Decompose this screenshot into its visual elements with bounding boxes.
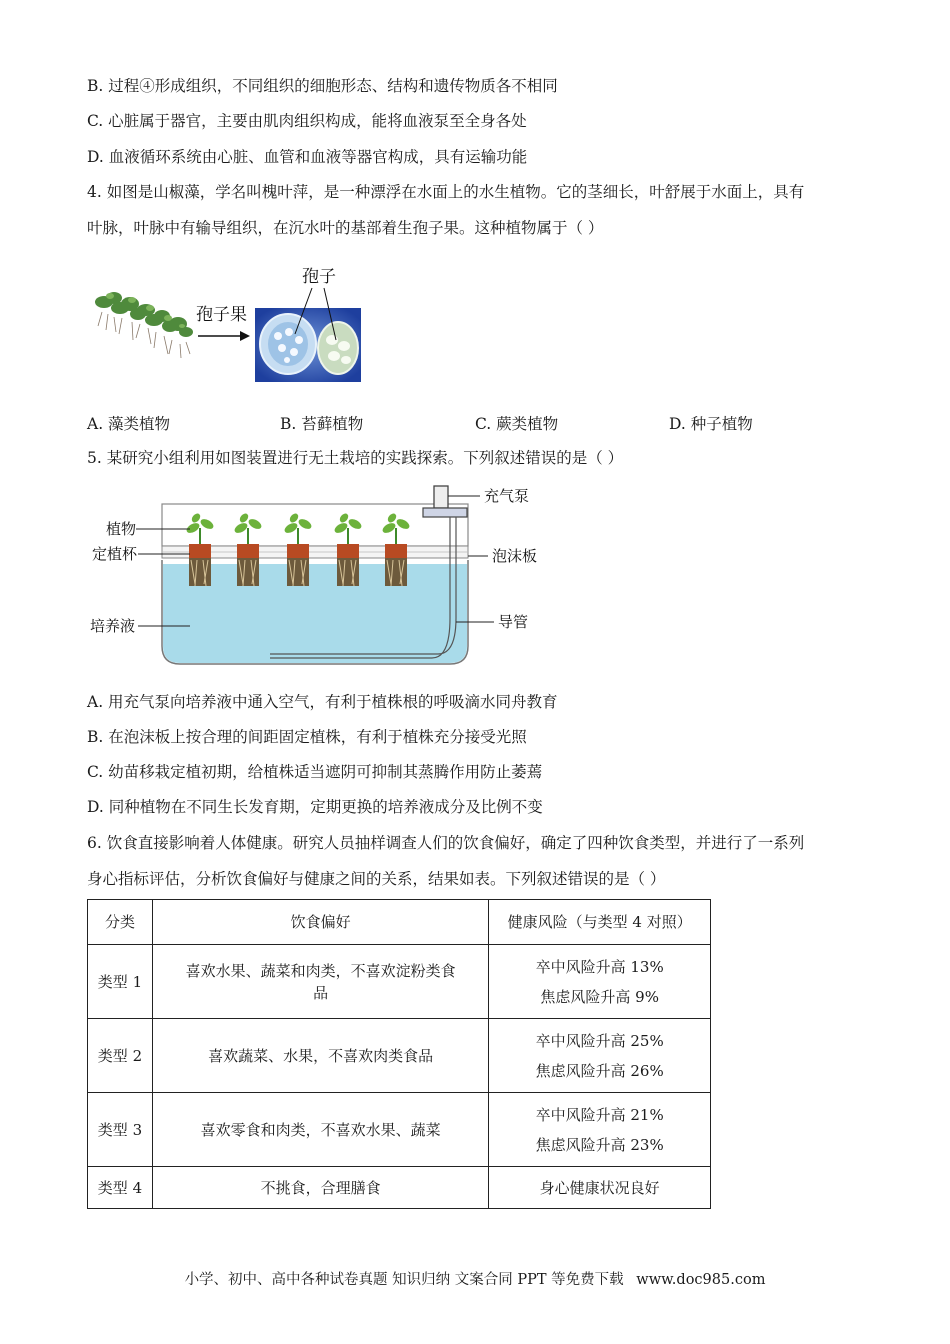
cell-risk (489, 1093, 711, 1167)
label-nutrient-solution: 培养液 (90, 617, 136, 635)
cell-preference: 喜欢水果、蔬菜和肉类，不喜欢淀粉类食品 (152, 945, 488, 1019)
q5-option-b: B. 在泡沫板上按合理的间距固定植株，有利于植株充分接受光照 (87, 728, 527, 746)
sporocarp-micrograph (255, 308, 361, 382)
arrow-head (240, 331, 250, 341)
q3-option-c: C. 心脏属于器官，主要由肌肉组织构成，能将血液泵至全身各处 (87, 112, 527, 130)
table-row (88, 1019, 711, 1093)
risk-stroke: 卒中风险升高 25% (535, 1031, 664, 1050)
table-row (88, 1167, 711, 1209)
salvinia-plant-image (95, 292, 193, 358)
label-tube: 导管 (498, 613, 529, 631)
air-pump (434, 486, 448, 508)
label-plant: 植物 (106, 520, 137, 538)
cell-type: 类型 3 (88, 1093, 153, 1167)
cell-type: 类型 1 (88, 945, 153, 1019)
diet-health-table (87, 899, 711, 1209)
table-header-row (88, 900, 711, 945)
cell-preference: 喜欢蔬菜、水果，不喜欢肉类食品 (152, 1019, 488, 1093)
risk-anxiety: 焦虑风险升高 9% (540, 987, 659, 1006)
label-planting-cup: 定植杯 (92, 545, 138, 563)
cell-preference: 喜欢零食和肉类，不喜欢水果、蔬菜 (152, 1093, 488, 1167)
cell-risk: 身心健康状况良好 (489, 1167, 711, 1209)
q4-stem-line1: 4. 如图是山椒藻，学名叫槐叶萍，是一种漂浮在水面上的水生植物。它的茎细长，叶舒展于水面上，具有 (87, 183, 805, 201)
risk-stroke: 卒中风险升高 13% (535, 957, 664, 976)
cell-type: 类型 2 (88, 1019, 153, 1093)
q4-option-d: D. 种子植物 (669, 415, 753, 433)
table-row (88, 945, 711, 1019)
header-health-risk: 健康风险（与类型 4 对照） (489, 900, 711, 945)
q5-option-d: D. 同种植物在不同生长发育期，定期更换的培养液成分及比例不变 (87, 798, 543, 816)
q4-options (87, 412, 847, 434)
footer-link[interactable]: www.doc985.com (636, 1272, 766, 1288)
header-category: 分类 (88, 900, 153, 945)
cell-risk (489, 945, 711, 1019)
table-row (88, 1093, 711, 1167)
cell-risk (489, 1019, 711, 1093)
air-pump-base (423, 508, 467, 517)
footer-text: 小学、初中、高中各种试卷真题 知识归纳 文案合同 PPT 等免费下载 (184, 1272, 624, 1288)
q6-stem-line2: 身心指标评估，分析饮食偏好与健康之间的关系，结果如表。下列叙述错误的是（ ） (87, 870, 666, 888)
q3-option-b: B. 过程④形成组织，不同组织的细胞形态、结构和遗传物质各不相同 (87, 77, 558, 95)
q5-stem: 5. 某研究小组利用如图装置进行无土栽培的实践探索。下列叙述错误的是（ ） (87, 449, 624, 467)
cell-type: 类型 4 (88, 1167, 153, 1209)
q5-option-a: A. 用充气泵向培养液中通入空气，有利于植株根的呼吸滴水同舟教育 (87, 693, 558, 711)
label-foam-board: 泡沫板 (492, 547, 538, 565)
q4-figure-salvinia (92, 262, 372, 388)
cell-preference: 不挑食，合理膳食 (152, 1167, 488, 1209)
label-air-pump: 充气泵 (484, 487, 530, 505)
risk-anxiety: 焦虑风险升高 23% (535, 1135, 664, 1154)
page-footer (0, 1268, 950, 1289)
risk-stroke: 卒中风险升高 21% (535, 1105, 664, 1124)
q5-option-c: C. 幼苗移栽定植初期，给植株适当遮阴可抑制其蒸腾作用防止萎蔫 (87, 763, 543, 781)
q4-option-a: A. 藻类植物 (87, 415, 171, 433)
q4-option-b: B. 苔藓植物 (280, 415, 364, 433)
q4-stem-line2: 叶脉，叶脉中有输导组织，在沉水叶的基部着生孢子果。这种植物属于（ ） (87, 219, 604, 237)
risk-anxiety: 焦虑风险升高 26% (535, 1061, 664, 1080)
header-diet-preference: 饮食偏好 (152, 900, 488, 945)
q6-stem-line1: 6. 饮食直接影响着人体健康。研究人员抽样调查人们的饮食偏好，确定了四种饮食类型，并进行了一系列 (87, 834, 805, 852)
q3-option-d: D. 血液循环系统由心脏、血管和血液等器官构成，具有运输功能 (87, 148, 528, 166)
q5-figure-hydroponics (86, 478, 556, 672)
label-sporocarp: 孢子果 (196, 305, 247, 325)
label-spore: 孢子 (302, 267, 336, 287)
q4-option-c: C. 蕨类植物 (475, 415, 559, 433)
